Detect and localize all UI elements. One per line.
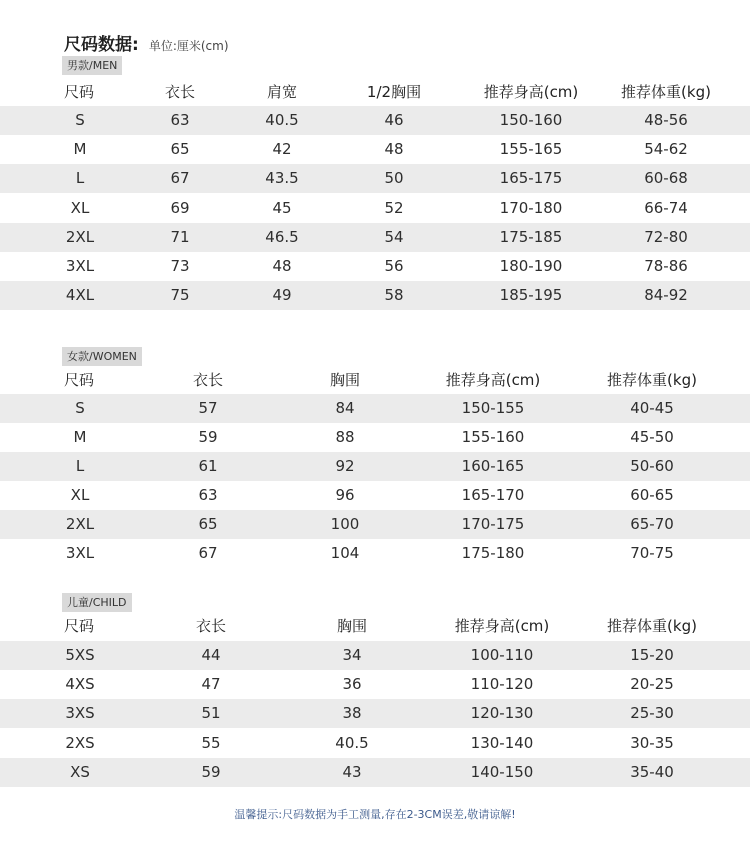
size-cell: M	[73, 428, 87, 446]
table-row	[0, 106, 750, 135]
table-cell: 43.5	[265, 169, 299, 187]
child-section-tag: 儿童/CHILD	[62, 593, 132, 612]
table-cell: 104	[330, 544, 360, 562]
table-cell: 165-175	[499, 169, 563, 187]
table-cell: 47	[201, 675, 221, 693]
table-row	[0, 164, 750, 193]
table-cell: 69	[170, 199, 190, 217]
table-cell: 96	[335, 486, 355, 504]
column-header: 推荐身高(cm)	[483, 83, 579, 101]
table-row	[0, 699, 750, 728]
table-cell: 92	[335, 457, 355, 475]
table-row	[0, 223, 750, 252]
page-title: 尺码数据:	[64, 35, 139, 55]
table-cell: 42	[272, 140, 292, 158]
column-header: 尺码	[64, 617, 95, 635]
size-cell: M	[73, 140, 87, 158]
table-cell: 63	[198, 486, 218, 504]
table-cell: 65	[170, 140, 190, 158]
table-cell: 58	[384, 286, 404, 304]
column-header: 胸围	[329, 371, 361, 389]
table-row	[0, 194, 750, 223]
table-cell: 165-170	[461, 486, 525, 504]
table-cell: 45	[272, 199, 292, 217]
table-row	[0, 510, 750, 539]
table-cell: 150-160	[499, 111, 563, 129]
child-table-header	[0, 612, 750, 641]
column-header: 推荐体重(kg)	[621, 83, 711, 101]
table-cell: 48-56	[644, 111, 688, 129]
table-row	[0, 758, 750, 787]
table-cell: 130-140	[470, 734, 534, 752]
column-header: 尺码	[64, 371, 95, 389]
table-cell: 140-150	[470, 763, 534, 781]
table-cell: 25-30	[630, 704, 674, 722]
table-cell: 35-40	[630, 763, 674, 781]
table-cell: 150-155	[461, 399, 525, 417]
table-cell: 54	[384, 228, 404, 246]
women-table-header	[0, 366, 750, 395]
table-cell: 57	[198, 399, 218, 417]
table-row	[0, 729, 750, 758]
table-cell: 155-165	[499, 140, 563, 158]
table-cell: 55	[201, 734, 221, 752]
table-row	[0, 452, 750, 481]
table-cell: 15-20	[630, 646, 674, 664]
table-cell: 20-25	[630, 675, 674, 693]
table-cell: 30-35	[630, 734, 674, 752]
table-cell: 155-160	[461, 428, 525, 446]
table-cell: 34	[342, 646, 362, 664]
women-section-tag: 女款/WOMEN	[62, 347, 142, 366]
unit-label: 单位:厘米(cm)	[148, 39, 229, 53]
column-header: 尺码	[64, 83, 95, 101]
table-cell: 46	[384, 111, 404, 129]
table-cell: 43	[342, 763, 362, 781]
table-cell: 61	[198, 457, 218, 475]
table-row	[0, 641, 750, 670]
table-cell: 46.5	[265, 228, 299, 246]
column-header: 推荐身高(cm)	[454, 617, 550, 635]
size-cell: XS	[70, 763, 90, 781]
title-row	[64, 30, 229, 56]
size-cell: 4XS	[65, 675, 95, 693]
table-cell: 110-120	[470, 675, 534, 693]
size-cell: S	[75, 111, 85, 129]
table-cell: 40.5	[265, 111, 299, 129]
size-cell: 2XL	[65, 515, 95, 533]
table-cell: 84-92	[644, 286, 688, 304]
table-cell: 51	[201, 704, 221, 722]
column-header: 推荐体重(kg)	[607, 371, 697, 389]
men-section-tag: 男款/MEN	[62, 56, 122, 75]
table-cell: 170-175	[461, 515, 525, 533]
table-cell: 50	[384, 169, 404, 187]
size-cell: XL	[70, 486, 90, 504]
table-cell: 63	[170, 111, 190, 129]
table-cell: 59	[201, 763, 221, 781]
table-cell: 50-60	[630, 457, 674, 475]
table-cell: 60-68	[644, 169, 688, 187]
men-table-header	[0, 78, 750, 107]
table-row	[0, 135, 750, 164]
table-cell: 60-65	[630, 486, 674, 504]
size-cell: 2XS	[65, 734, 95, 752]
table-row	[0, 670, 750, 699]
table-cell: 36	[342, 675, 362, 693]
column-header: 衣长	[192, 371, 224, 389]
table-cell: 75	[170, 286, 190, 304]
table-cell: 40.5	[335, 734, 369, 752]
table-cell: 67	[198, 544, 218, 562]
column-header: 肩宽	[266, 83, 298, 101]
table-row	[0, 481, 750, 510]
size-cell: L	[75, 169, 85, 187]
column-header: 1/2胸围	[366, 83, 422, 101]
table-cell: 49	[272, 286, 292, 304]
table-cell: 175-185	[499, 228, 563, 246]
table-cell: 70-75	[630, 544, 674, 562]
column-header: 衣长	[195, 617, 227, 635]
column-header: 推荐身高(cm)	[445, 371, 541, 389]
footer-note: 温馨提示:尺码数据为手工测量,存在2-3CM误差,敬请谅解!	[234, 808, 516, 821]
table-cell: 78-86	[644, 257, 688, 275]
table-row	[0, 252, 750, 281]
table-cell: 44	[201, 646, 221, 664]
table-cell: 180-190	[499, 257, 563, 275]
column-header: 衣长	[164, 83, 196, 101]
size-cell: 4XL	[65, 286, 95, 304]
table-cell: 67	[170, 169, 190, 187]
table-cell: 170-180	[499, 199, 563, 217]
table-cell: 84	[335, 399, 355, 417]
table-cell: 100-110	[470, 646, 534, 664]
table-cell: 66-74	[644, 199, 688, 217]
table-cell: 52	[384, 199, 404, 217]
size-cell: XL	[70, 199, 90, 217]
table-cell: 48	[384, 140, 404, 158]
column-header: 胸围	[336, 617, 368, 635]
table-cell: 160-165	[461, 457, 525, 475]
size-cell: 3XL	[65, 544, 95, 562]
table-row	[0, 423, 750, 452]
size-cell: 3XL	[65, 257, 95, 275]
table-cell: 175-180	[461, 544, 525, 562]
table-cell: 71	[170, 228, 190, 246]
size-cell: 2XL	[65, 228, 95, 246]
table-cell: 38	[342, 704, 362, 722]
table-cell: 48	[272, 257, 292, 275]
table-cell: 120-130	[470, 704, 534, 722]
size-cell: 5XS	[65, 646, 95, 664]
table-cell: 72-80	[644, 228, 688, 246]
table-cell: 40-45	[630, 399, 674, 417]
size-cell: S	[75, 399, 85, 417]
table-cell: 54-62	[644, 140, 688, 158]
table-cell: 56	[384, 257, 404, 275]
table-cell: 65-70	[630, 515, 674, 533]
table-cell: 100	[330, 515, 360, 533]
table-cell: 65	[198, 515, 218, 533]
size-cell: 3XS	[65, 704, 95, 722]
column-header: 推荐体重(kg)	[607, 617, 697, 635]
table-cell: 185-195	[499, 286, 563, 304]
table-cell: 45-50	[630, 428, 674, 446]
table-row	[0, 539, 750, 568]
table-cell: 88	[335, 428, 355, 446]
table-cell: 73	[170, 257, 190, 275]
table-cell: 59	[198, 428, 218, 446]
size-cell: L	[75, 457, 85, 475]
table-row	[0, 394, 750, 423]
table-row	[0, 281, 750, 310]
